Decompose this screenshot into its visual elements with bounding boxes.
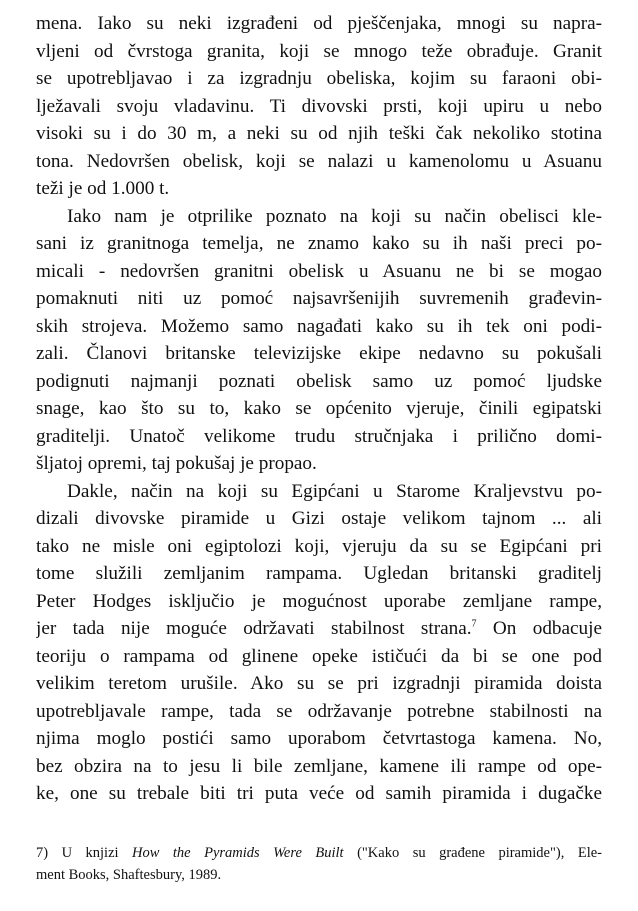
- text-line: tona. Nedovršen obelisk, koji se nalazi u kamenolomu u Asuanu: [36, 150, 602, 172]
- body-text: [36, 10, 602, 808]
- footnote-suffix: ("Kako su građene piramide"), Ele-: [343, 845, 602, 861]
- text-line: snage, kao što su to, kako se općenito vjeruje, činili egipatski: [36, 398, 602, 419]
- text-line: tako ne misle oni egiptolozi koji, vjeruju da su se Egipćani pri: [36, 535, 602, 557]
- text-line: ke, one su trebale biti tri puta veće od samih piramida i dugačke: [36, 783, 602, 804]
- text-line: upotrebljavale rampe, tada se održavanje potrebne stabilnosti na: [36, 700, 602, 722]
- text-line: pomaknuti niti uz pomoć najsavršenijih suvremenih građevin-: [36, 288, 602, 309]
- text-line: njima moglo postići samo uporabom četvrtastoga kamena. No,: [36, 728, 602, 749]
- footnote-line: [36, 842, 602, 864]
- text-line: podignuti najmanji poznati obelisk samo uz pomoć ljudske: [36, 370, 602, 392]
- footnote: [36, 842, 602, 886]
- text-line: visoki su i do 30 m, a neki su od njih teški čak nekoliko stotina: [36, 123, 602, 144]
- text-line: se upotrebljavao i za izgradnju obeliska, kojim su faraoni obi-: [36, 68, 602, 89]
- footnote-prefix: 7) U knjizi: [36, 845, 133, 861]
- footnote-reference[interactable]: 7: [471, 618, 477, 630]
- text-line: zali. Članovi britanske televizijske ekipe nedavno su pokušali: [36, 343, 602, 364]
- text-line: šljatoj opremi, taj pokušaj je propao.: [36, 453, 317, 474]
- text-line: Peter Hodges isključio je mogućnost uporabe zemljane rampe,: [36, 590, 602, 612]
- text-line: Iako nam je otprilike poznato na koji su način obelisci kle-: [67, 205, 602, 227]
- text-line: vljeni od čvrstoga granita, koji se mnogo teže obrađuje. Granit: [36, 40, 602, 62]
- paragraph: [36, 10, 602, 203]
- text-line: mena. Iako su neki izgrađeni od pješčenjaka, mnogi su napra-: [36, 13, 602, 34]
- text-line: teži je od 1.000 t.: [36, 178, 170, 199]
- text-line: skih strojeva. Možemo samo nagađati kako su ih tek oni podi-: [36, 315, 602, 337]
- text-line: Dakle, način na koji su Egipćani u Starome Kraljevstvu po-: [67, 480, 602, 502]
- text-line: teoriju o rampama od glinene opeke ističući da bi se one pod: [36, 645, 602, 667]
- text-line: graditelji. Unatoč velikome trudu stručnjaka i prilično domi-: [36, 425, 602, 447]
- paragraph: [36, 203, 602, 478]
- text-line: lježavali svoju vladavinu. Ti divovski prsti, koji upiru u nebo: [36, 95, 602, 117]
- text-line: bez obzira na to jesu li bile zemljane, kamene ili rampe od ope-: [36, 755, 602, 777]
- text-line-end: On odbacuje: [476, 618, 602, 639]
- text-line: sani iz granitnoga temelja, ne znamo kako su ih naši preci po-: [36, 233, 602, 254]
- book-page: [36, 0, 602, 911]
- text-line: velikim teretom urušile. Ako su se pri izgradnji piramida doista: [36, 673, 602, 694]
- text-line-start: jer tada nije moguće održavati stabilnost strana.: [36, 618, 472, 639]
- text-line-with-footnote: [36, 615, 602, 643]
- text-line: tome služili zemljanim rampama. Ugledan britanski graditelj: [36, 563, 602, 584]
- text-line: micali - nedovršen granitni obelisk u Asuanu ne bi se mogao: [36, 260, 602, 282]
- footnote-line: ment Books, Shaftesbury, 1989.: [36, 867, 222, 883]
- text-line: dizali divovske piramide u Gizi ostaje velikom tajnom ... ali: [36, 508, 602, 529]
- book-title: How the Pyramids Were Built: [132, 845, 344, 861]
- paragraph: [36, 478, 602, 808]
